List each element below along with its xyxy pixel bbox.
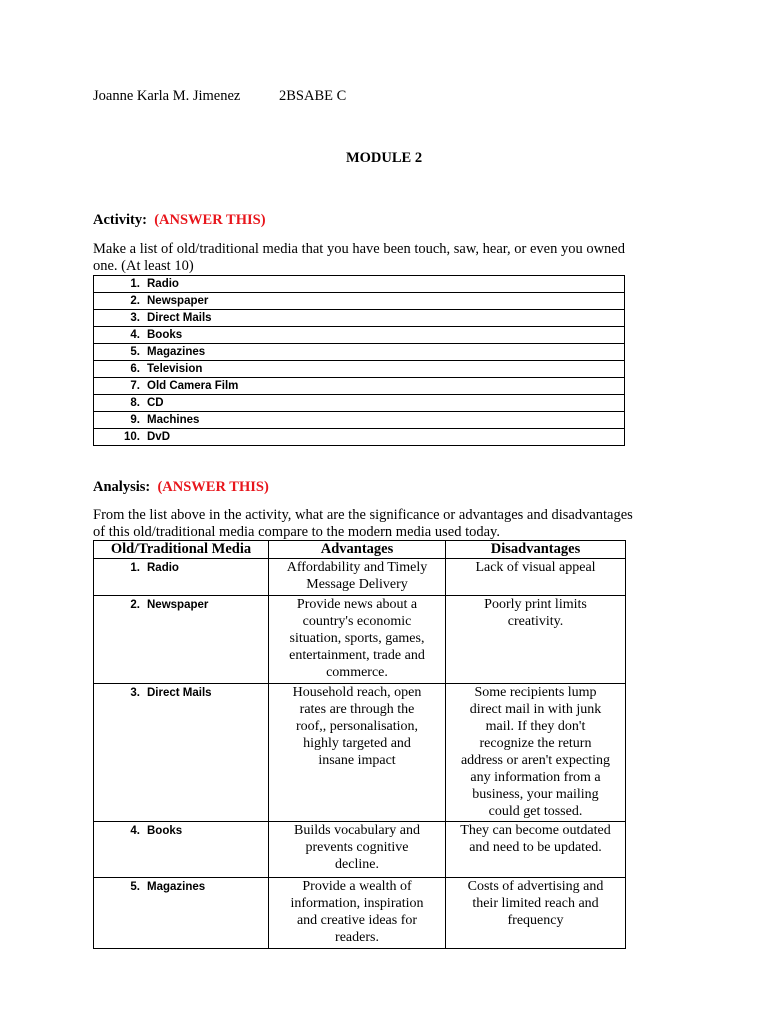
disadvantages-line: Costs of advertising and: [467, 879, 604, 894]
list-item: [94, 276, 625, 293]
disadvantages-line: could get tossed.: [488, 804, 583, 819]
disadvantages-line: any information from a: [470, 770, 601, 785]
advantages-line: Household reach, open: [292, 685, 422, 700]
media-name: Books: [147, 825, 183, 837]
advantages-line: Provide a wealth of: [302, 879, 412, 894]
list-item-number: 6.: [130, 363, 140, 375]
list-item: [94, 395, 625, 412]
row-number: 2.: [130, 599, 140, 611]
advantages-line: situation, sports, games,: [289, 631, 425, 646]
advantages-cell: [269, 822, 446, 878]
list-item-text: Books: [147, 329, 183, 341]
list-item-text: Television: [147, 363, 203, 375]
media-cell: [94, 559, 269, 596]
list-item-text: Newspaper: [147, 295, 209, 307]
media-name: Direct Mails: [147, 687, 212, 699]
table-row: [94, 878, 626, 949]
list-item: [94, 344, 625, 361]
disadvantages-line: Some recipients lump: [474, 685, 597, 700]
advantages-line: prevents cognitive: [305, 840, 409, 855]
advantages-line: roof,, personalisation,: [295, 719, 419, 734]
column-header-media: Old/Traditional Media: [94, 541, 269, 559]
disadvantages-cell: [446, 878, 626, 949]
advantages-line: Message Delivery: [306, 577, 408, 592]
activity-instruction-tag: (ANSWER THIS): [154, 212, 266, 228]
column-header-advantages: Advantages: [269, 541, 446, 559]
page-title: MODULE 2: [345, 150, 423, 166]
advantages-line: decline.: [335, 857, 379, 872]
media-cell: [94, 684, 269, 822]
analysis-instruction-tag: (ANSWER THIS): [157, 479, 269, 495]
disadvantages-line: frequency: [507, 913, 564, 928]
list-item-text: Direct Mails: [147, 312, 212, 324]
list-item-number: 5.: [130, 346, 140, 358]
list-item: [94, 412, 625, 429]
list-item-number: 1.: [130, 278, 140, 290]
class-section: 2BSABE C: [279, 88, 347, 104]
disadvantages-line: and need to be updated.: [469, 840, 602, 855]
analysis-prompt-line: of this old/traditional media compare to the modern media used today.: [93, 524, 500, 540]
disadvantages-line: Poorly print limits: [484, 597, 587, 612]
media-name: Radio: [147, 562, 179, 574]
media-name: Newspaper: [147, 599, 209, 611]
analysis-prompt-line: From the list above in the activity, what are the significance or advantages and disadvantages: [93, 507, 633, 523]
analysis-heading: [93, 479, 269, 496]
advantages-cell: [269, 596, 446, 684]
table-row: [94, 684, 626, 822]
list-item-number: 7.: [130, 380, 140, 392]
disadvantages-line: They can become outdated: [460, 823, 611, 838]
list-item-number: 2.: [130, 295, 140, 307]
activity-prompt-line: one. (At least 10): [93, 258, 194, 274]
advantages-cell: [269, 878, 446, 949]
advantages-line: insane impact: [318, 753, 396, 768]
disadvantages-line: Lack of visual appeal: [475, 560, 596, 575]
advantages-line: Builds vocabulary and: [294, 823, 420, 838]
list-item-text: DvD: [147, 431, 171, 443]
advantages-line: commerce.: [326, 665, 388, 680]
row-number: 1.: [130, 562, 140, 574]
list-item-text: CD: [147, 397, 164, 409]
table-row: [94, 596, 626, 684]
disadvantages-line: creativity.: [507, 614, 564, 629]
list-item-text: Old Camera Film: [147, 380, 239, 392]
advantages-line: highly targeted and: [303, 736, 411, 751]
list-item: [94, 293, 625, 310]
advantages-cell: [269, 559, 446, 596]
row-number: 3.: [130, 687, 140, 699]
media-name: Magazines: [147, 881, 206, 893]
list-item-text: Radio: [147, 278, 179, 290]
list-item: [94, 378, 625, 395]
list-item-text: Magazines: [147, 346, 206, 358]
list-item-number: 4.: [130, 329, 140, 341]
list-item: [94, 429, 625, 446]
table-header-row: [94, 541, 626, 559]
author-name: Joanne Karla M. Jimenez: [93, 88, 241, 104]
media-cell: [94, 596, 269, 684]
row-number: 4.: [130, 825, 140, 837]
advantages-line: country's economic: [302, 614, 412, 629]
media-cell: [94, 878, 269, 949]
disadvantages-line: mail. If they don't: [485, 719, 586, 734]
disadvantages-line: their limited reach and: [472, 896, 599, 911]
advantages-line: and creative ideas for: [296, 913, 418, 928]
advantages-cell: [269, 684, 446, 822]
activity-prompt: [93, 241, 683, 275]
table-row: [94, 822, 626, 878]
disadvantages-line: business, your mailing: [472, 787, 599, 802]
list-item-number: 8.: [130, 397, 140, 409]
list-item-number: 3.: [130, 312, 140, 324]
list-item: [94, 310, 625, 327]
analysis-table: [93, 540, 626, 949]
advantages-line: Affordability and Timely: [286, 560, 428, 575]
advantages-line: rates are through the: [299, 702, 415, 717]
disadvantages-line: address or aren't expecting: [460, 753, 611, 768]
list-item-number: 10.: [124, 431, 140, 443]
disadvantages-cell: [446, 596, 626, 684]
disadvantages-cell: [446, 822, 626, 878]
column-header-disadvantages: Disadvantages: [446, 541, 626, 559]
table-row: [94, 559, 626, 596]
advantages-line: entertainment, trade and: [289, 648, 425, 663]
list-item-number: 9.: [130, 414, 140, 426]
media-cell: [94, 822, 269, 878]
advantages-line: readers.: [335, 930, 379, 945]
list-item-text: Machines: [147, 414, 200, 426]
activity-heading: [93, 212, 266, 229]
activity-prompt-line: Make a list of old/traditional media that you have been touch, saw, hear, or even you owned: [93, 241, 625, 257]
disadvantages-line: direct mail in with junk: [469, 702, 602, 717]
disadvantages-cell: [446, 559, 626, 596]
analysis-prompt: [93, 507, 683, 541]
advantages-line: information, inspiration: [290, 896, 424, 911]
disadvantages-line: recognize the return: [479, 736, 592, 751]
list-item: [94, 327, 625, 344]
activity-label: Activity:: [93, 212, 147, 228]
media-list-table: [93, 275, 625, 446]
advantages-line: Provide news about a: [296, 597, 418, 612]
analysis-label: Analysis:: [93, 479, 151, 495]
disadvantages-cell: [446, 684, 626, 822]
list-item: [94, 361, 625, 378]
row-number: 5.: [130, 881, 140, 893]
